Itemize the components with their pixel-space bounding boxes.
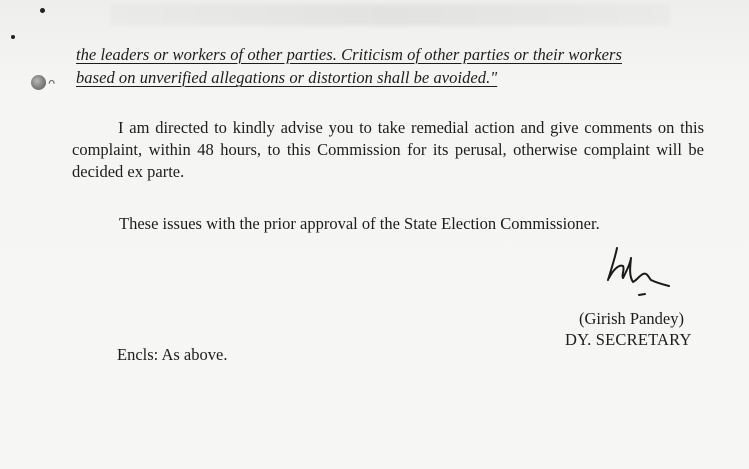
ink-speck — [40, 8, 45, 13]
quoted-text-line-2: based on unverified allegations or distortion shall be avoided." — [76, 68, 498, 87]
faded-header-shadow — [110, 4, 670, 26]
signatory-name: (Girish Pandey) — [579, 309, 684, 328]
instruction-paragraph: I am directed to kindly advise you to take remedial action and give comments on this complaint, within 48 hours, to this Commission for its perusal, otherwise complaint will be decided ex parte. — [72, 118, 704, 181]
punch-hole-icon — [31, 75, 46, 90]
quoted-text-line-1: the leaders or workers of other parties. Criticism of other parties or their workers — [76, 45, 622, 64]
pencil-mark: ᴖ — [48, 76, 56, 90]
signatory-title: DY. SECRETARY — [565, 330, 692, 349]
enclosures-note: Encls: As above. — [117, 345, 228, 364]
approval-paragraph: These issues with the prior approval of the State Election Commissioner. — [119, 214, 600, 233]
ink-speck — [11, 35, 15, 39]
handwritten-signature — [603, 240, 683, 300]
